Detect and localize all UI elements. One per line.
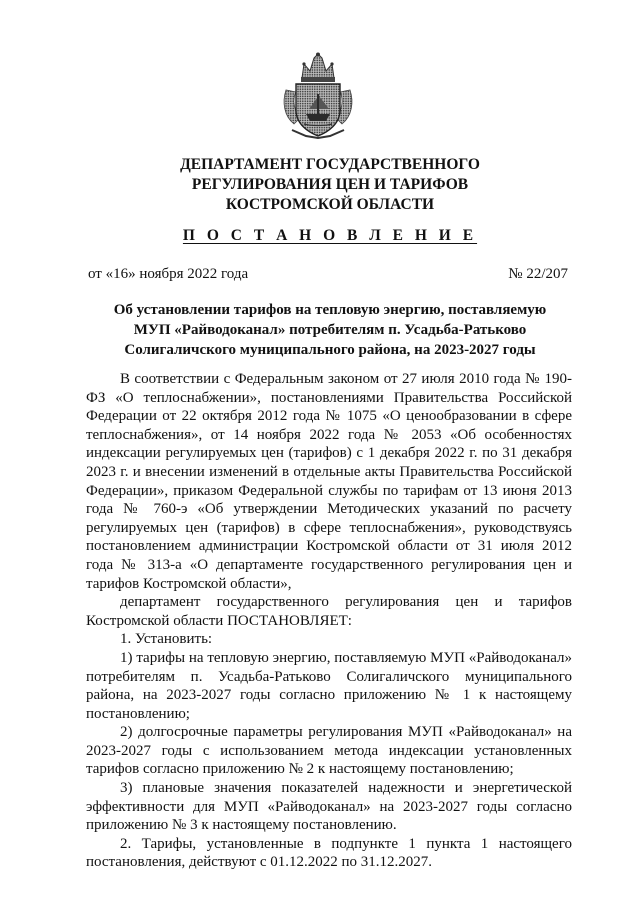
document-number: № 22/207	[508, 266, 568, 282]
paragraph-subitem-2: 2) долгосрочные параметры регулирования МУП «Райводоканал» на 2023-2027 годы с использованием метода индексации установленных тарифов согласно приложению № 2 к настоящему постановлению;	[86, 724, 572, 778]
paragraph-item-2: 2. Тарифы, установленные в подпункте 1 пункта 1 настоящего постановления, действуют с 01.12.2022 по 31.12.2027.	[86, 835, 572, 871]
department-header-line-2: РЕГУЛИРОВАНИЯ ЦЕН И ТАРИФОВ	[191, 176, 469, 193]
paragraph-subitem-3: 3) плановые значения показателей надежности и энергетической эффективности для МУП «Райводоканал» на 2023-2027 годы согласно приложению № 3 к настоящему постановлению.	[86, 780, 572, 834]
paragraph-preamble: В соответствии с Федеральным законом от 27 июля 2010 года № 190-ФЗ «О теплоснабжении», постановлениями Правительства Российской Федерации от 22 октября 2012 года № 1075 «О ценообразовании в сфере теплоснабжения», от 14 ноября 2022 года № 2053 «Об особенностях индексации регулируемых цен (тарифов) с 1 декабря 2022 г. по 31 декабря 2023 г. и внесении изменений в отдельные акты Правительства Российской Федерации», приказом Федеральной службы по тарифам от 13 июня 2013 года № 760-э «Об утверждении Методических указаний по расчету регулируемых цен (тарифов) в сфере теплоснабжения», руководствуясь постановлением администрации Костромской области от 31 июля 2012 года № 313-а «О департаменте государственного регулирования цен и тарифов Костромской области»,	[86, 371, 572, 592]
coat-of-arms-icon	[280, 52, 356, 140]
document-title-line-2: МУП «Райводоканал» потребителям п. Усадьба-Ратьково	[133, 322, 527, 338]
document-title-line-1: Об установлении тарифов на тепловую энергию, поставляемую	[113, 302, 547, 318]
paragraph-resolves: департамент государственного регулирования цен и тарифов Костромской области ПОСТАНОВЛЯЕТ:	[86, 594, 572, 629]
paragraph-subitem-1: 1) тарифы на тепловую энергию, поставляемую МУП «Райводоканал» потребителям п. Усадьба-Ратьково Солигаличского муниципального района, на 2023-2027 годы согласно приложению № 1 к настоящему постановлению;	[86, 649, 572, 722]
document-type	[80, 226, 580, 246]
document-type-label: П О С Т А Н О В Л Е Н И Е	[182, 227, 478, 244]
date-number-line	[88, 264, 568, 284]
department-header-line-3: КОСТРОМСКОЙ ОБЛАСТИ	[225, 196, 435, 213]
document-date: от «16» ноября 2022 года	[88, 266, 249, 282]
document-title-line-3: Солигаличского муниципального района, на 2023-2027 годы	[124, 342, 536, 358]
department-header	[80, 155, 580, 215]
document-title	[80, 300, 580, 360]
department-header-line-1: ДЕПАРТАМЕНТ ГОСУДАРСТВЕННОГО	[180, 156, 480, 173]
paragraph-item-1: 1. Установить:	[120, 631, 213, 648]
document-body	[86, 370, 572, 872]
